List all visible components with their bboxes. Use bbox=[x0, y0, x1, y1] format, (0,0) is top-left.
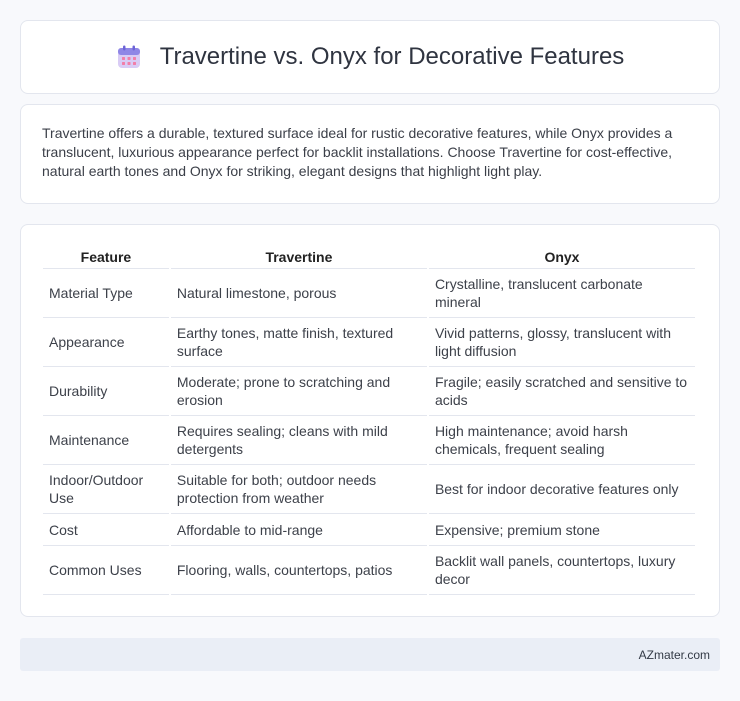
onyx-cell: Fragile; easily scratched and sensitive to acids bbox=[429, 367, 695, 416]
travertine-cell: Suitable for both; outdoor needs protection from weather bbox=[171, 465, 427, 514]
calendar-icon bbox=[116, 44, 142, 70]
header-feature: Feature bbox=[43, 246, 169, 269]
travertine-cell: Affordable to mid-range bbox=[171, 514, 427, 546]
onyx-cell: Best for indoor decorative features only bbox=[429, 465, 695, 514]
onyx-cell: Expensive; premium stone bbox=[429, 514, 695, 546]
onyx-cell: Crystalline, translucent carbonate mineral bbox=[429, 269, 695, 318]
travertine-cell: Flooring, walls, countertops, patios bbox=[171, 546, 427, 595]
table-header-row bbox=[43, 246, 695, 269]
travertine-cell: Requires sealing; cleans with mild detergents bbox=[171, 416, 427, 465]
travertine-cell: Earthy tones, matte finish, textured surface bbox=[171, 318, 427, 367]
page-title: Travertine vs. Onyx for Decorative Features bbox=[159, 43, 625, 70]
header-travertine: Travertine bbox=[171, 246, 427, 269]
footer-bar bbox=[20, 638, 720, 671]
onyx-cell: Backlit wall panels, countertops, luxury decor bbox=[429, 546, 695, 595]
feature-cell: Maintenance bbox=[43, 416, 169, 465]
title-card bbox=[20, 20, 720, 94]
table-row bbox=[43, 514, 695, 546]
feature-cell: Durability bbox=[43, 367, 169, 416]
table-row bbox=[43, 465, 695, 514]
travertine-cell: Natural limestone, porous bbox=[171, 269, 427, 318]
summary-card bbox=[20, 104, 720, 204]
summary-text: Travertine offers a durable, textured surface ideal for rustic decorative features, while Onyx provides a translucent, luxurious appearance perfect for backlit installations. Choose Travertine for cost-effective, natural earth tones and Onyx for striking, elegant designs that highlight light play. bbox=[42, 125, 673, 179]
feature-cell: Cost bbox=[43, 514, 169, 546]
table-row bbox=[43, 269, 695, 318]
feature-cell: Indoor/Outdoor Use bbox=[43, 465, 169, 514]
table-row bbox=[43, 416, 695, 465]
table-row bbox=[43, 546, 695, 595]
feature-cell: Appearance bbox=[43, 318, 169, 367]
table-row bbox=[43, 318, 695, 367]
onyx-cell: Vivid patterns, glossy, translucent with light diffusion bbox=[429, 318, 695, 367]
table-row bbox=[43, 367, 695, 416]
comparison-table bbox=[41, 246, 697, 595]
footer-brand: AZmater.com bbox=[638, 647, 710, 662]
travertine-cell: Moderate; prone to scratching and erosion bbox=[171, 367, 427, 416]
onyx-cell: High maintenance; avoid harsh chemicals, frequent sealing bbox=[429, 416, 695, 465]
feature-cell: Material Type bbox=[43, 269, 169, 318]
comparison-table-card bbox=[20, 224, 720, 617]
feature-cell: Common Uses bbox=[43, 546, 169, 595]
header-onyx: Onyx bbox=[429, 246, 695, 269]
